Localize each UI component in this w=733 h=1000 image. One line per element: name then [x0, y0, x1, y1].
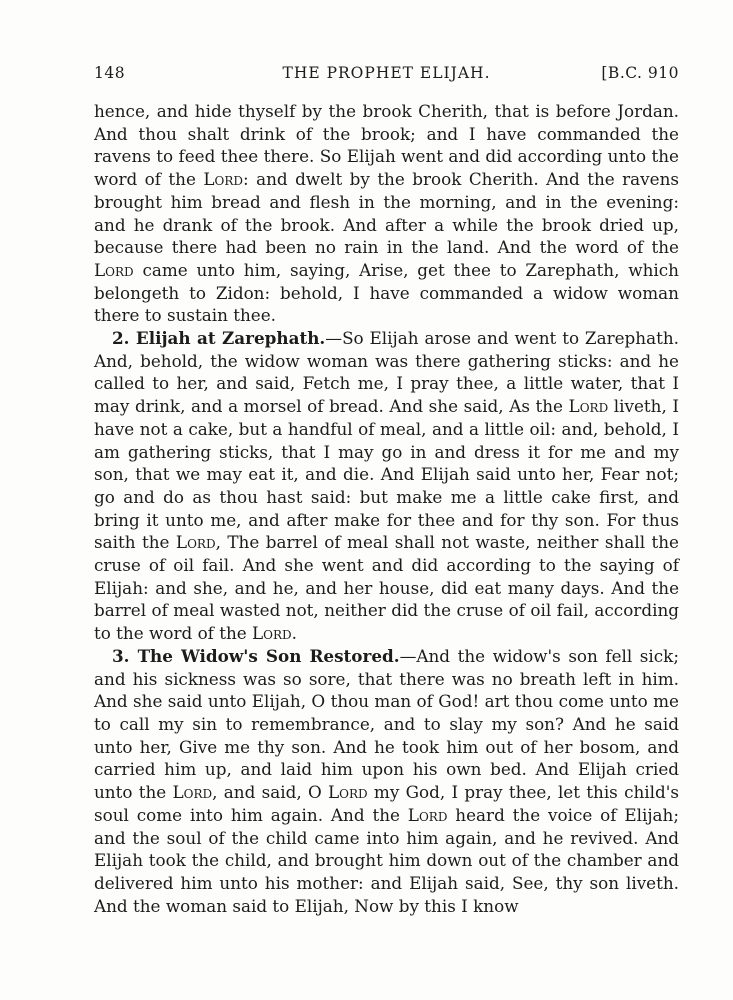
small-caps-word: Lord	[252, 623, 292, 644]
text-run: hence, and hide thyself by the brook Cherith, that is before Jordan. And thou shalt drink of the brook; and I have commanded the ravens to feed thee there. So Elijah went and did according unto the word of the	[94, 101, 679, 190]
paragraph	[94, 327, 679, 645]
text-run: —So Elijah arose and went to Zarephath. And, behold, the widow woman was there gathering sticks: and he called to her, and said, Fetch me, I pray thee, a little water, that I may drink, and a morsel of bread. And she said, As the	[94, 328, 679, 417]
date-marker: [B.C. 910	[601, 64, 679, 82]
page-body	[94, 100, 679, 917]
text-run: came unto him, saying, Arise, get thee to Zarephath, which belongeth to Zidon: behold, I have commanded a widow woman there to sustain thee.	[94, 259, 679, 326]
text-run: my God, I pray thee, let this child's soul come into him again. And the	[94, 782, 679, 825]
small-caps-word: Lord	[328, 782, 368, 803]
text-run: —And the widow's son fell sick; and his sickness was so sore, that there was no breath left in him. And she said unto Elijah, O thou man of God! art thou come unto me to call my sin to remembrance, and to slay my son? And he said unto her, Give me thy son. And he took him out of her bosom, and carried him up, and laid him upon his own bed. And Elijah cried unto the	[94, 645, 679, 803]
text-run: heard the voice of Elijah; and the soul of the child came into him again, and he revived. And Elijah took the child, and brought him down out of the chamber and delivered him unto his mother: and Elijah said, See, thy son liveth. And the woman said to Elijah, Now by this I know	[94, 804, 679, 916]
paragraph	[94, 645, 679, 917]
text-run: liveth, I have not a cake, but a handful of meal, and a little oil: and, behold, I am gathering sticks, that I may go in and dress it for me and my son, that we may eat it, and die. And Elijah said unto her, Fear not; go and do as thou hast said: but make me a little cake first, and bring it unto me, and after make for thee and for thy son. For thus saith the	[94, 396, 679, 553]
paragraph	[94, 100, 679, 327]
small-caps-word: Lord	[175, 532, 216, 553]
section-heading: 2. Elijah at Zarephath.	[112, 328, 326, 349]
text-run: : and dwelt by the brook Cherith. And the ravens brought him bread and flesh in the morning, and in the evening: and he drank of the brook. And after a while the brook dried up, because there had been no rain in the land. And the word of the	[94, 169, 679, 258]
small-caps-word: Lord	[94, 259, 134, 280]
small-caps-word: Lord	[568, 396, 609, 417]
small-caps-word: Lord	[172, 782, 213, 803]
section-heading: 3. The Widow's Son Restored.	[112, 645, 400, 666]
running-header	[94, 64, 679, 86]
running-title: THE PROPHET ELIJAH.	[282, 64, 491, 82]
page-number: 148	[94, 64, 126, 82]
text-run: , The barrel of meal shall not waste, neither shall the cruse of oil fail. And she went and did according to the saying of Elijah: and she, and he, and her house, did eat many days. And the barrel of meal wasted not, neither did the cruse of oil fail, according to the word of the	[94, 532, 679, 644]
text-run: , and said, O	[212, 782, 328, 803]
text-run: .	[291, 623, 298, 644]
small-caps-word: Lord	[407, 804, 448, 825]
small-caps-word: Lord	[203, 169, 243, 190]
